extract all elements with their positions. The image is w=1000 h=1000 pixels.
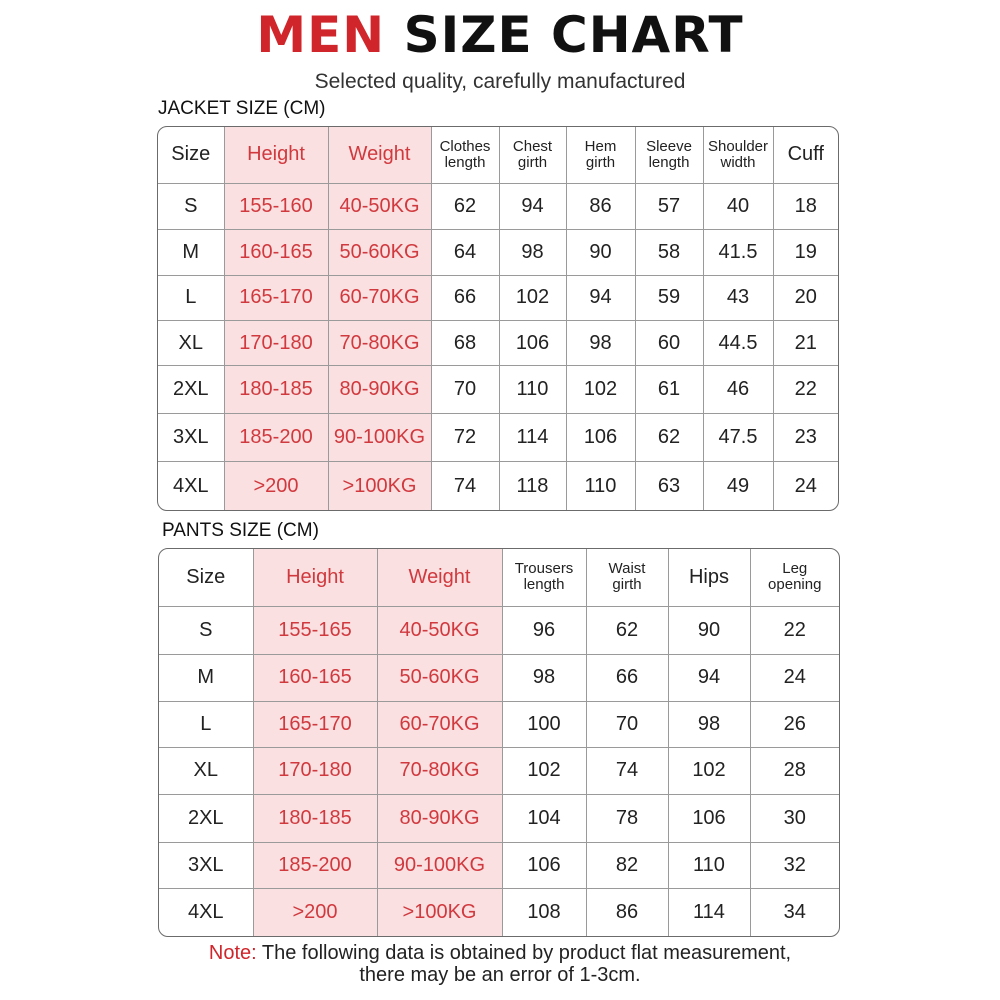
- jacket-header-row: [158, 127, 838, 183]
- jacket-table-cell: 57: [635, 183, 703, 229]
- jacket-table-cell: 90: [566, 230, 635, 275]
- jacket-table-cell: 21: [773, 320, 838, 365]
- pants-table-cell: 4XL: [159, 888, 253, 936]
- jacket-table-cell: 110: [499, 366, 566, 413]
- jacket-size-table: [157, 126, 839, 511]
- note-label: Note:: [208, 942, 257, 964]
- pants-header-cell: Size: [159, 549, 253, 606]
- pants-table-cell: 62: [586, 606, 668, 654]
- pants-table-cell: 180-185: [253, 794, 377, 842]
- pants-table-cell: 66: [586, 654, 668, 701]
- pants-size-table: [158, 548, 840, 937]
- pants-table-cell: 160-165: [253, 654, 377, 701]
- pants-table-cell: 170-180: [253, 747, 377, 794]
- jacket-table-cell: 114: [499, 413, 566, 461]
- pants-table-cell: 106: [502, 842, 586, 888]
- jacket-table-cell: 58: [635, 230, 703, 275]
- pants-table-cell: 90-100KG: [377, 842, 502, 888]
- jacket-table-cell: >200: [224, 462, 328, 510]
- pants-table-row: [159, 747, 839, 794]
- jacket-table-cell: 20: [773, 275, 838, 320]
- jacket-table-cell: 70: [431, 366, 499, 413]
- jacket-table-cell: 60-70KG: [328, 275, 431, 320]
- jacket-header-cell: Hem girth: [566, 127, 635, 183]
- pants-header-row: [159, 549, 839, 606]
- pants-header-cell: Leg opening: [750, 549, 839, 606]
- jacket-table-cell: 118: [499, 462, 566, 510]
- pants-table-cell: 28: [750, 747, 839, 794]
- pants-table-cell: 110: [668, 842, 750, 888]
- page-title: [0, 6, 1000, 64]
- pants-table-cell: 102: [668, 747, 750, 794]
- jacket-table-cell: 49: [703, 462, 773, 510]
- pants-table-cell: 24: [750, 654, 839, 701]
- pants-table-cell: 98: [668, 701, 750, 747]
- pants-table-cell: 185-200: [253, 842, 377, 888]
- jacket-table-cell: 94: [499, 183, 566, 229]
- pants-table-cell: 94: [668, 654, 750, 701]
- jacket-table-row: [158, 183, 838, 229]
- pants-table-cell: 22: [750, 606, 839, 654]
- pants-table-cell: XL: [159, 747, 253, 794]
- jacket-table-cell: 44.5: [703, 320, 773, 365]
- pants-table-row: [159, 888, 839, 936]
- jacket-table-cell: 185-200: [224, 413, 328, 461]
- pants-table-row: [159, 794, 839, 842]
- jacket-table-cell: >100KG: [328, 462, 431, 510]
- jacket-table-row: [158, 230, 838, 275]
- jacket-table-cell: 64: [431, 230, 499, 275]
- pants-table-cell: 80-90KG: [377, 794, 502, 842]
- jacket-table-cell: 46: [703, 366, 773, 413]
- pants-table-cell: 70-80KG: [377, 747, 502, 794]
- jacket-table-cell: 23: [773, 413, 838, 461]
- jacket-header-cell: Chest girth: [499, 127, 566, 183]
- jacket-table-cell: 74: [431, 462, 499, 510]
- jacket-table-cell: 3XL: [158, 413, 224, 461]
- subtitle: Selected quality, carefully manufactured: [314, 70, 686, 93]
- pants-table-cell: >200: [253, 888, 377, 936]
- jacket-table-cell: 180-185: [224, 366, 328, 413]
- jacket-table-row: [158, 366, 838, 413]
- pants-header-cell: Waist girth: [586, 549, 668, 606]
- pants-table-cell: 3XL: [159, 842, 253, 888]
- pants-table-cell: 34: [750, 888, 839, 936]
- jacket-table-cell: 41.5: [703, 230, 773, 275]
- jacket-table-cell: 63: [635, 462, 703, 510]
- jacket-table-cell: 106: [566, 413, 635, 461]
- pants-table-cell: 60-70KG: [377, 701, 502, 747]
- jacket-header-cell: Cuff: [773, 127, 838, 183]
- jacket-table-cell: 50-60KG: [328, 230, 431, 275]
- pants-table-cell: L: [159, 701, 253, 747]
- jacket-table-cell: 98: [566, 320, 635, 365]
- pants-table-cell: 165-170: [253, 701, 377, 747]
- jacket-table-cell: 24: [773, 462, 838, 510]
- pants-table-cell: 108: [502, 888, 586, 936]
- pants-table-cell: 82: [586, 842, 668, 888]
- jacket-table-cell: 72: [431, 413, 499, 461]
- jacket-table-cell: 43: [703, 275, 773, 320]
- pants-table-cell: 30: [750, 794, 839, 842]
- pants-table-cell: S: [159, 606, 253, 654]
- jacket-table-cell: L: [158, 275, 224, 320]
- jacket-table-row: [158, 320, 838, 365]
- pants-header-cell: Weight: [377, 549, 502, 606]
- jacket-table-cell: 47.5: [703, 413, 773, 461]
- jacket-table-cell: 61: [635, 366, 703, 413]
- pants-header-cell: Hips: [668, 549, 750, 606]
- jacket-table-cell: 102: [499, 275, 566, 320]
- pants-table-cell: 26: [750, 701, 839, 747]
- jacket-table-row: [158, 413, 838, 461]
- jacket-table-cell: XL: [158, 320, 224, 365]
- pants-table-cell: 114: [668, 888, 750, 936]
- jacket-table-cell: 170-180: [224, 320, 328, 365]
- pants-header-cell: Trousers length: [502, 549, 586, 606]
- pants-table-row: [159, 701, 839, 747]
- jacket-header-cell: Height: [224, 127, 328, 183]
- jacket-table-cell: 94: [566, 275, 635, 320]
- pants-table-cell: 102: [502, 747, 586, 794]
- jacket-table-cell: 40-50KG: [328, 183, 431, 229]
- pants-section-label: PANTS SIZE (CM): [162, 520, 319, 541]
- pants-table-cell: 74: [586, 747, 668, 794]
- pants-table-cell: 32: [750, 842, 839, 888]
- jacket-table-cell: 90-100KG: [328, 413, 431, 461]
- jacket-section-label: JACKET SIZE (CM): [158, 98, 326, 119]
- jacket-table-cell: 106: [499, 320, 566, 365]
- jacket-table-cell: 98: [499, 230, 566, 275]
- pants-table-cell: M: [159, 654, 253, 701]
- jacket-header-cell: Size: [158, 127, 224, 183]
- pants-table-cell: 40-50KG: [377, 606, 502, 654]
- pants-table-cell: 98: [502, 654, 586, 701]
- jacket-table-cell: 160-165: [224, 230, 328, 275]
- jacket-header-cell: Clothes length: [431, 127, 499, 183]
- pants-table-cell: 90: [668, 606, 750, 654]
- jacket-table-cell: 59: [635, 275, 703, 320]
- jacket-table-cell: 80-90KG: [328, 366, 431, 413]
- jacket-table-cell: 19: [773, 230, 838, 275]
- jacket-header-cell: Sleeve length: [635, 127, 703, 183]
- jacket-table-row: [158, 275, 838, 320]
- jacket-table-cell: 4XL: [158, 462, 224, 510]
- pants-table-cell: 155-165: [253, 606, 377, 654]
- jacket-table-cell: M: [158, 230, 224, 275]
- jacket-table-cell: 70-80KG: [328, 320, 431, 365]
- jacket-table-cell: S: [158, 183, 224, 229]
- pants-table-cell: 100: [502, 701, 586, 747]
- pants-table-row: [159, 606, 839, 654]
- pants-table-cell: 106: [668, 794, 750, 842]
- pants-table-cell: 50-60KG: [377, 654, 502, 701]
- jacket-table-cell: 110: [566, 462, 635, 510]
- jacket-table-cell: 18: [773, 183, 838, 229]
- jacket-header-cell: Weight: [328, 127, 431, 183]
- jacket-table-cell: 102: [566, 366, 635, 413]
- pants-table-cell: 104: [502, 794, 586, 842]
- pants-table-cell: 96: [502, 606, 586, 654]
- pants-table-cell: 2XL: [159, 794, 253, 842]
- jacket-table-cell: 66: [431, 275, 499, 320]
- note-line-1: The following data is obtained by product flat measurement,: [261, 942, 792, 964]
- jacket-header-cell: Shoulder width: [703, 127, 773, 183]
- jacket-table-cell: 165-170: [224, 275, 328, 320]
- pants-table-cell: 86: [586, 888, 668, 936]
- jacket-table-cell: 155-160: [224, 183, 328, 229]
- pants-header-cell: Height: [253, 549, 377, 606]
- jacket-table-row: [158, 462, 838, 510]
- jacket-table-cell: 62: [635, 413, 703, 461]
- note-line-2: there may be an error of 1-3cm.: [359, 964, 641, 986]
- jacket-table-cell: 22: [773, 366, 838, 413]
- jacket-table-cell: 68: [431, 320, 499, 365]
- pants-table-row: [159, 842, 839, 888]
- jacket-table-cell: 62: [431, 183, 499, 229]
- measurement-note: [0, 942, 1000, 986]
- pants-table-row: [159, 654, 839, 701]
- pants-table-cell: 70: [586, 701, 668, 747]
- jacket-table-cell: 2XL: [158, 366, 224, 413]
- title-size-chart: SIZE CHART: [403, 6, 744, 64]
- jacket-table-cell: 40: [703, 183, 773, 229]
- title-men: MEN: [256, 6, 386, 64]
- jacket-table-cell: 86: [566, 183, 635, 229]
- pants-table-cell: 78: [586, 794, 668, 842]
- jacket-table-cell: 60: [635, 320, 703, 365]
- pants-table-cell: >100KG: [377, 888, 502, 936]
